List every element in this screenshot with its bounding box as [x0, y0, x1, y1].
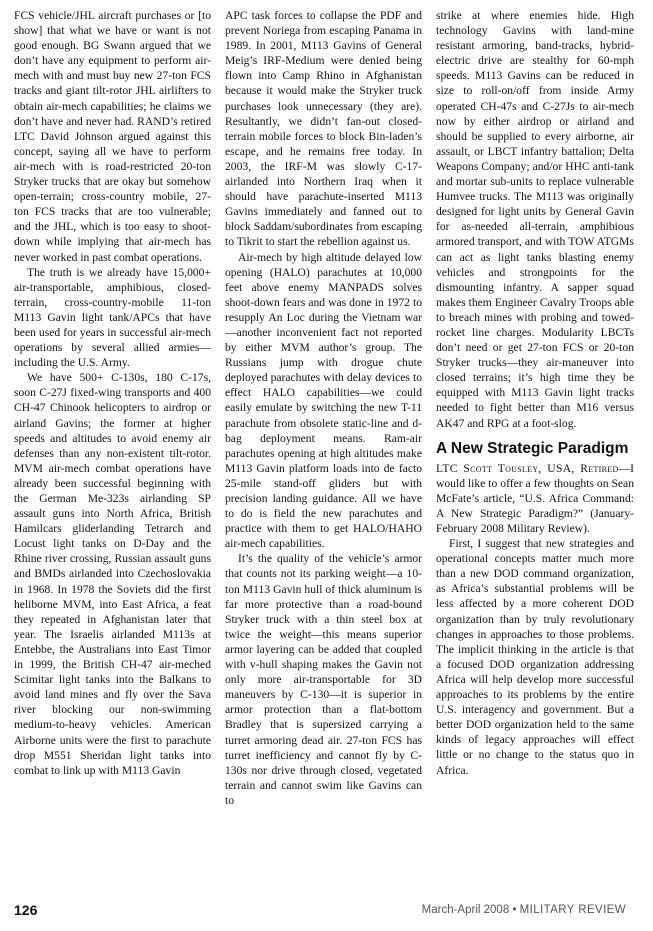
body-paragraph: FCS vehicle/JHL aircraft purchases or [to show] that what we have or want is not good enough. BG Swann argued that we don’t have any equipment to perform air-mech with and must buy new 27-ton FCS tracks and giant tilt-rotor JHL airlifters to obtain air-mech capabilities; he claims we don’t have and never had. RAND’s retired LTC David Johnson argued against this concept, saying all we have to perform air-mech with is road-restricted 20-ton Stryker trucks that are okay but somehow open-terrain; cross-country mobile, 27-ton FCS tracks that are too vulnerable; and the JHL, which is too easy to shoot-down while implying that air-mech has never worked in past combat operations.	[14, 9, 211, 264]
body-paragraph: We have 500+ C-130s, 180 C-17s, soon C-27J fixed-wing transports and 400 CH-47 Chinook helicopters to airdrop or airland Gavins; the former at higher speeds and altitudes to avoid enemy air defenses than any non-existent tilt-rotor. MVM air-mech combat operations have already been successful beginning with the German Me-323s airlanding SP assault guns into North Africa, British Hamilcars gliderlanding Tetrarch and Locust light tanks on D-Day and the Rhine river crossing, Russian assault guns and BMDs airlanded into Czechoslovakia in 1968. In 1978 the Soviets did the first heliborne MVM, into East Africa, a feat they repeated in Afghanistan later that year. The Israelis airlanded M113s at Entebbe, the Australians into East Timor in 1999, the British CH-47 air-meched Scimitar light tanks into the Balkans to avoid land mines and fly over the Sava river blocking our non-swimming medium-to-heavy vehicles. American Airborne units were the first to parachute drop M551 Sheridan light tanks into combat to link up with M113 Gavin	[14, 371, 211, 777]
text-column-1	[14, 8, 211, 778]
magazine-name: MILITARY REVIEW	[519, 904, 626, 916]
text-column-3	[436, 8, 634, 778]
issue-date: March-April 2008	[421, 904, 510, 916]
publication-line	[422, 904, 626, 916]
text-column-2	[225, 8, 422, 808]
body-paragraph: APC task forces to collapse the PDF and prevent Noriega from escaping Panama in 1989. In 2001, M113 Gavins of General Meig’s IRF-Medium were denied being flown into Camp Rhino in Afghanistan because it would make the Stryker truck purchases look unnecessary (they are). Resultantly, we didn’t fan-out closed-terrain mobile forces to block Bin-laden’s escape, and he remains free today. In 2003, the IRF-M was slowly C-17-airlanded into Northern Iraq when it should have parachute-inserted M113 Gavins immediately and fanned out to block Saddam/subordinates from escaping to Tikrit to start the rebellion against us.	[225, 9, 422, 249]
letter-intro-text: —I would like to offer a few thoughts on Sean McFate’s article, “U.S. Africa Command: A New Strategic Paradigm?” (January-February 2008 Military Review).	[436, 461, 634, 535]
body-paragraph: Air-mech by high altitude delayed low opening (HALO) parachutes at 10,000 feet above enemy MANPADS solves shoot-down fears and was done in 1972 to resupply An Loc during the Vietnam war—another inconvenient fact not reported by either MVM author’s group. The Russians jump with drogue chute deployed parachutes with delay devices to effect HALO capabilities—we could easily emulate by switching the new T-11 parachute from obsolete static-line and d-bag deployment means. Ram-air parachutes opening at high altitudes make M113 Gavin platform loads into de facto 25-mile stand-off gliders but with precision landing guidance. All we have to do is field the new parachutes and practice with them to get HALO/HAHO air-mech capabilities.	[225, 250, 422, 551]
page-number: 126	[14, 902, 38, 918]
letter-intro-paragraph	[436, 461, 634, 536]
body-paragraph: The truth is we already have 15,000+ air-transportable, amphibious, closed-terrain, cross-country-mobile 11-ton M113 Gavin light tank/APCs that have been used for years in successful air-mech operations by several allied armies—including the U.S. Army.	[14, 265, 211, 370]
body-paragraph: strike at where enemies hide. High technology Gavins with land-mine resistant armoring, band-tracks, hybrid-electric drive are stealthy for 60-mph speeds. M113 Gavins can be reduced in size to roll-on/off from inside Army operated CH-47s and C-27Js to air-mech now by either airdrop or airland and should be supplied to every airborne, air assault, or LBCT infantry battalion; Delta Weapons Company; and/or HHC anti-tank and mortar sub-units to replace vulnerable Humvee trucks. The M113 was originally designed for light units by General Gavin for as-needed all-terrain, amphibious armored transport, and with TOW ATGMs can act as light tanks blasting enemy vehicles and strongpoints for the dismounting infantry. A sapper squad makes them Engineer Cavalry Troops able to breach mines with probing and towed-rocket line charges. Modularity LBCTs don’t need or get 27-ton FCS or 20-ton Stryker trucks—they air-maneuver into closed terrains; it’s high time they be equipped with M113 Gavin light tracks needed to fight better than M16 versus AK47 and RPG at a foot-slog.	[436, 9, 634, 430]
section-heading: A New Strategic Paradigm	[436, 439, 629, 457]
page-footer	[14, 902, 626, 922]
body-paragraph: First, I suggest that new strategies and operational concepts matter much more than a new DOD command organization, as Africa’s substantial problems will be less affected by a more coherent DOD organization than by truly revolutionary changes in approaches to those problems. The implicit thinking in the article is that a focused DOD organization addressing Africa will help develop more successful approaches to its problems by the entire U.S. interagency and government. But a better DOD organization held to the same kinds of legacy approaches will effect little or no change to the status quo in Africa.	[436, 537, 634, 777]
bullet-separator: •	[512, 904, 517, 916]
body-paragraph: It’s the quality of the vehicle’s armor that counts not its parking weight—a 10-ton M113 Gavin hull of thick aluminum is far more protective than a road-bound Stryker truck with a thin steel box at twice the weight—this means superior armor layering can be added that coupled with v-hull shaping makes the Gavin not only more air-transportable for 3D maneuvers by C-130—it is superior in armor protection than a flat-bottom Bradley that is supersized carrying a turret armoring dead air. 27-ton FCS has turret inefficiency and cannot fly by C-130s nor drive through closed, vegetated terrain and cannot swim like Gavins can to	[225, 552, 422, 807]
letter-author: LTC Scott Tousley, USA, Retired	[436, 461, 619, 475]
